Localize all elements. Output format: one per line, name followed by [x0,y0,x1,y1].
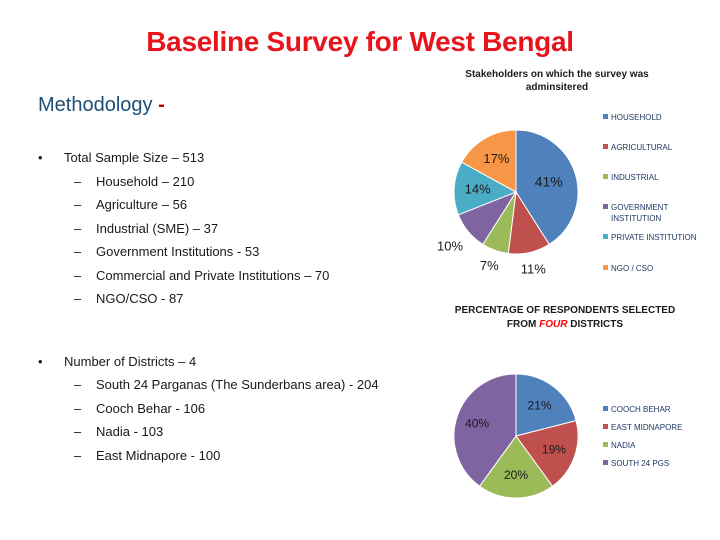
pie2-data-label: 20% [503,468,529,483]
legend-swatch [603,204,608,209]
sub-bullet-dash: – [74,400,82,416]
chart1-title: Stakeholders on which the survey was adminsitered [465,69,649,93]
sub-bullet-dash: – [74,244,82,259]
pie1-data-label: 17% [483,150,510,166]
sub-bullet-text: Commercial and Private Institutions – 70 [96,267,330,283]
legend-label: NADIA [611,441,636,450]
sub-bullet-dash: – [74,267,82,283]
legend-swatch [603,406,608,411]
legend-swatch [603,174,608,179]
sub-bullet-dash: – [74,377,82,392]
bullet-dot: • [38,353,43,369]
chart2-title-suffix: DISTRICTS [570,319,624,330]
legend-swatch [603,234,608,239]
legend-label: EAST MIDNAPORE [611,423,683,432]
legend-label: INDUSTRIAL [611,173,659,182]
legend-swatch [603,265,608,270]
sub-bullet-text: Cooch Behar - 106 [96,400,206,416]
chart2-title-prefix: PERCENTAGE OF RESPONDENTS SELECTED FROM [454,305,676,330]
sub-bullet-text: East Midnapore - 100 [96,447,221,463]
sub-bullet-text: Household – 210 [96,173,195,189]
sub-bullet-dash: – [74,291,82,306]
legend-swatch [603,424,608,429]
pie1-data-label: 11% [520,261,546,277]
bullet-text: Number of Districts – 4 [64,353,197,369]
sub-bullet-text: Nadia - 103 [96,424,164,439]
legend-swatch [603,114,608,119]
sub-bullet-text: NGO/CSO - 87 [96,291,184,306]
pie1-data-label: 14% [464,181,491,197]
legend-label: HOUSEHOLD [611,113,662,122]
pie2-data-label: 40% [465,416,490,431]
legend-swatch [603,144,608,149]
legend-label: GOVERNMENT INSTITUTION [611,203,669,223]
legend-label: NGO / CSO [611,264,654,273]
methodology-label: Methodology [38,94,153,116]
sub-bullet-dash: – [74,197,82,212]
legend-label: COOCH BEHAR [611,405,671,414]
sub-bullet-text: Agriculture – 56 [96,197,188,212]
sub-bullet-dash: – [74,424,82,439]
legend-label: PRIVATE INSTITUTION [611,233,697,242]
bullet-text: Total Sample Size – 513 [64,150,205,165]
sub-bullet-dash: – [74,173,82,189]
pie1-data-label: 7% [479,258,499,274]
chart2-title-highlight: FOUR [539,319,568,330]
slide-title: Baseline Survey for West Bengal [146,26,574,57]
methodology-dash: - [158,94,165,116]
bullet-dot: • [38,150,43,165]
pie1-data-label: 41% [534,173,563,190]
legend-label: AGRICULTURAL [611,143,673,152]
sub-bullet-text: South 24 Parganas (The Sunderbans area) - 204 [96,377,379,392]
sub-bullet-text: Government Institutions - 53 [96,244,260,259]
sub-bullet-text: Industrial (SME) – 37 [96,220,219,236]
pie2-data-label: 21% [527,398,552,413]
sub-bullet-dash: – [74,220,82,236]
legend-label: SOUTH 24 PGS [611,459,670,468]
pie1-data-label: 10% [437,238,464,254]
sub-bullet-dash: – [74,447,82,463]
pie2-data-label: 19% [541,442,566,457]
legend-swatch [603,442,608,447]
legend-swatch [603,460,608,465]
